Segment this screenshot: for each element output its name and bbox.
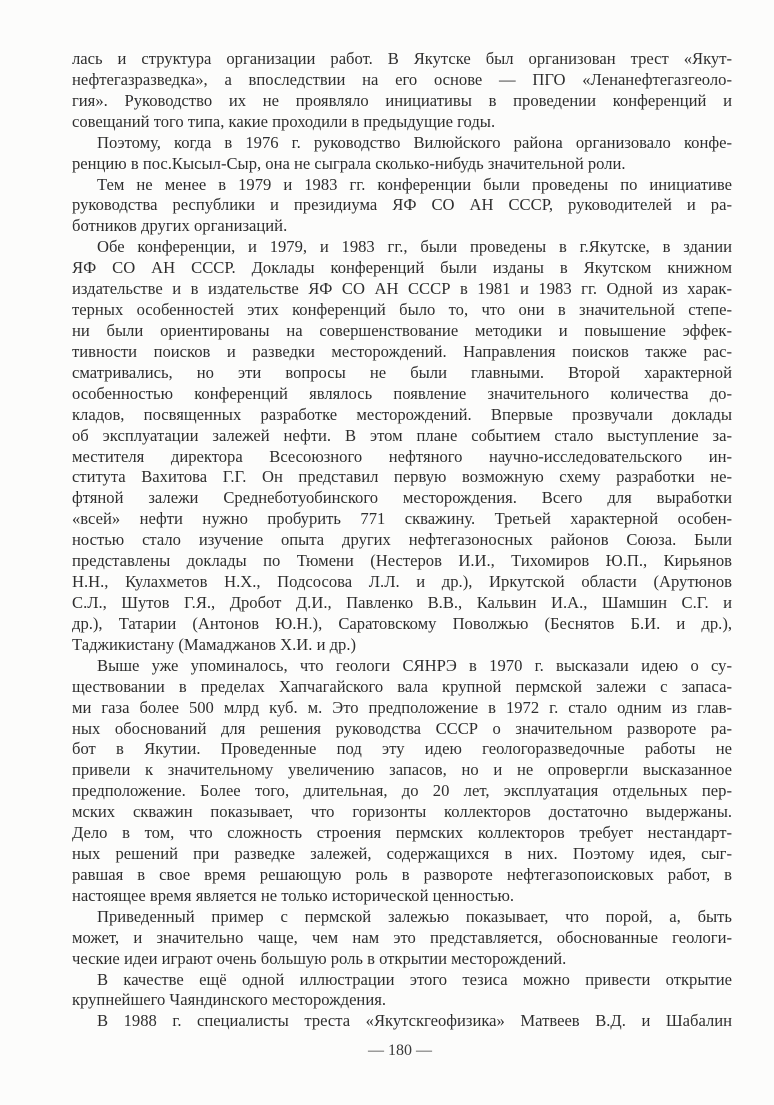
document-body	[72, 49, 732, 1032]
paragraph	[72, 175, 732, 238]
text-line: Выше уже упоминалось, что геологи СЯНРЭ в 1970 г. высказали идею о су-	[97, 655, 732, 675]
text-line: представлены доклады по Тюмени (Нестеров И.И., Тихомиров Ю.П., Кирьянов	[72, 551, 732, 571]
text-line: ститута Вахитова Г.Г. Он представил первую возможную схему разработки не-	[72, 467, 732, 487]
text-line: сматривались, но эти вопросы не были главными. Второй характерной	[72, 362, 732, 382]
text-line: привели к значительному увеличению запасов, но и не опровергли высказанное	[72, 760, 732, 780]
paragraph	[72, 49, 732, 133]
text-line: нефтегазразведка», а впоследствии на его основе — ПГО «Ленанефтегазгеоло-	[72, 69, 732, 89]
text-line: ренцию в пос.Кысыл-Сыр, она не сыграла сколько-нибудь значительной роли.	[72, 153, 626, 173]
text-line: ществовании в пределах Хапчагайского вала крупной пермской залежи с запаса-	[72, 676, 732, 696]
text-line: мских скважин показывает, что горизонты коллекторов достаточно выдержаны.	[72, 802, 732, 822]
text-line: равшая в свое время решающую роль в развороте нефтегазопоисковых работ, в	[72, 864, 732, 884]
text-line: гия». Руководство их не проявляло инициативы в проведении конференций и	[72, 90, 732, 110]
text-line: «всей» нефти нужно пробурить 771 скважину. Третьей характерной особен-	[72, 509, 732, 529]
text-line: Поэтому, когда в 1976 г. руководство Вилюйского района организовало конфе-	[97, 132, 732, 152]
text-line: В 1988 г. специалисты треста «Якутскгеофизика» Матвеев В.Д. и Шабалин	[97, 1011, 732, 1031]
text-line: терных особенностей этих конференций было то, что они в значительной степе-	[72, 300, 732, 320]
text-line: кладов, посвященных разработке месторождений. Впервые прозвучали доклады	[72, 404, 732, 424]
paragraph	[72, 656, 732, 907]
text-line: крупнейшего Чаяндинского месторождения.	[72, 990, 386, 1010]
paragraph	[72, 1011, 732, 1032]
text-line: Таджикистану (Мамаджанов Х.И. и др.)	[72, 634, 357, 654]
text-line: об эксплуатации залежей нефти. В этом плане событием стало выступление за-	[72, 425, 732, 445]
text-line: местителя директора Всесоюзного нефтяного научно-исследовательского ин-	[72, 446, 732, 466]
text-line: предположение. Более того, длительная, до 20 лет, эксплуатация отдельных пер-	[72, 781, 732, 801]
text-line: ных решений при разведке залежей, содержащихся в них. Поэтому идея, сыг-	[72, 844, 732, 864]
text-line: бот в Якутии. Проведенные под эту идею геологоразведочные работы не	[72, 739, 732, 759]
text-line: ботников других организаций.	[72, 216, 288, 236]
text-line: настоящее время является не только исторической ценностью.	[72, 885, 515, 905]
text-line: руководства республики и президиума ЯФ СО АН СССР, руководителей и ра-	[72, 195, 732, 215]
text-line: В качестве ещё одной иллюстрации этого тезиса можно привести открытие	[97, 969, 732, 989]
text-line: Тем не менее в 1979 и 1983 гг. конференции были проведены по инициативе	[97, 174, 732, 194]
text-line: Н.Н., Кулахметов Н.Х., Подсосова Л.Л. и др.), Иркутской области (Арутюнов	[72, 572, 732, 592]
text-line: Обе конференции, и 1979, и 1983 гг., были проведены в г.Якутске, в здании	[97, 237, 732, 257]
text-line: может, и значительно чаще, чем нам это представляется, обоснованные геологи-	[72, 927, 732, 947]
text-line: ми газа более 500 млрд куб. м. Это предположение в 1972 г. стало одним из глав-	[72, 697, 732, 717]
text-line: С.Л., Шутов Г.Я., Дробот Д.И., Павленко В.В., Кальвин И.А., Шамшин С.Г. и	[72, 592, 732, 612]
text-line: Дело в том, что сложность строения пермских коллекторов требует нестандарт-	[72, 823, 732, 843]
text-line: издательстве и в издательстве ЯФ СО АН СССР в 1981 и 1983 гг. Одной из харак-	[72, 279, 732, 299]
paragraph	[72, 133, 732, 175]
text-line: ных обоснований для решения руководства СССР о значительном развороте ра-	[72, 718, 732, 738]
text-line: тивности поисков и разведки месторождений. Направления поисков также рас-	[72, 341, 732, 361]
paragraph	[72, 970, 732, 1012]
text-line: совещаний того типа, какие проходили в предыдущие годы.	[72, 111, 496, 131]
text-line: др.), Татарии (Антонов Ю.Н.), Саратовскому Поволжью (Беснятов Б.И. и др.),	[72, 613, 732, 633]
text-line: фтяной залежи Среднеботуобинского месторождения. Всего для выработки	[72, 488, 732, 508]
text-line: Приведенный пример с пермской залежью показывает, что порой, а, быть	[97, 906, 732, 926]
text-line: особенностью конференций являлось появление значительного количества до-	[72, 383, 732, 403]
page-number: — 180 —	[368, 1042, 432, 1059]
text-line: лась и структура организации работ. В Якутске был организован трест «Якут-	[72, 49, 732, 68]
text-line: ностью стало изучение опыта других нефтегазоносных районов Союза. Были	[72, 530, 732, 550]
text-line: ческие идеи играют очень большую роль в открытии месторождений.	[72, 948, 567, 968]
text-line: ни были ориентированы на совершенствование методики и повышение эффек-	[72, 320, 732, 340]
text-line: ЯФ СО АН СССР. Доклады конференций были изданы в Якутском книжном	[72, 258, 732, 278]
paragraph	[72, 237, 732, 655]
paragraph	[72, 907, 732, 970]
